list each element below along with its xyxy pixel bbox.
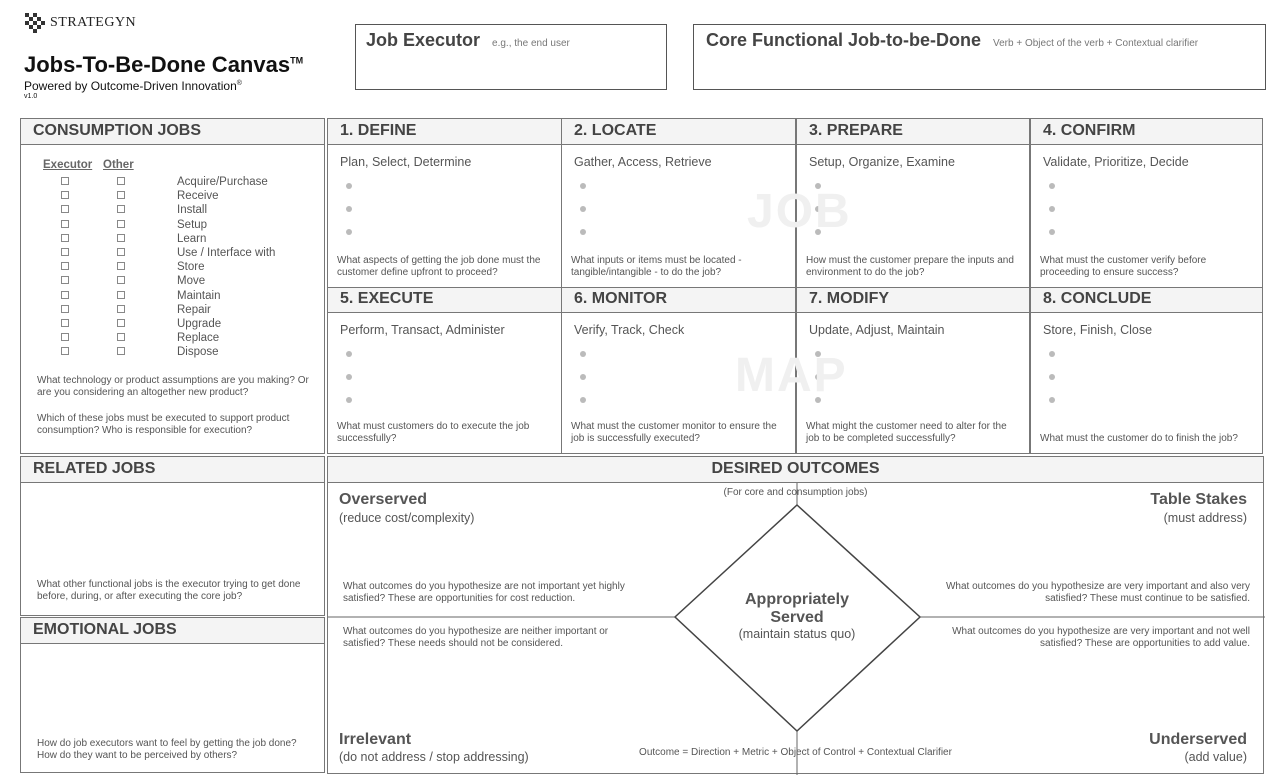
consumption-item-label: Receive: [177, 190, 219, 203]
consumption-item-label: Move: [177, 275, 206, 288]
other-checkbox[interactable]: [117, 291, 125, 299]
other-checkbox[interactable]: [117, 276, 125, 284]
consumption-columns: [43, 159, 275, 359]
watermark-job: JOB: [747, 185, 852, 238]
core-job-title: Core Functional Job-to-be-Done: [706, 30, 981, 50]
bullet-point: [346, 351, 352, 357]
desired-outcomes-panel: [327, 456, 1264, 774]
job-step-question: What must the customer monitor to ensure the job is successfully executed?: [571, 421, 777, 444]
question-overserved: What outcomes do you hypothesize are not important yet highly satisfied? These are opportunities for cost reduction.: [343, 581, 625, 604]
bullet-point: [580, 229, 586, 235]
job-step-title: 7. MODIFY: [797, 287, 1029, 313]
consumption-question-2: Which of these jobs must be executed to support product consumption? Who is responsible for execution?: [37, 413, 290, 436]
executor-checkbox[interactable]: [61, 276, 69, 284]
consumption-item: [43, 203, 275, 217]
other-checkbox[interactable]: [117, 220, 125, 228]
job-step-panel: [1030, 286, 1263, 454]
bullet-point: [1049, 351, 1055, 357]
job-step-title: 8. CONCLUDE: [1031, 287, 1262, 313]
bullet-point: [580, 374, 586, 380]
job-step-bullets: [346, 351, 352, 420]
bullet-point: [346, 229, 352, 235]
bullet-point: [346, 374, 352, 380]
consumption-item: [43, 218, 275, 232]
consumption-item-label: Dispose: [177, 346, 219, 359]
other-checkbox[interactable]: [117, 177, 125, 185]
executor-checkbox[interactable]: [61, 248, 69, 256]
consumption-item-label: Replace: [177, 332, 220, 345]
table-stakes-sub: (must address): [1163, 511, 1247, 525]
bullet-point: [346, 183, 352, 189]
job-executor-title: Job Executor: [366, 30, 481, 50]
job-step-title: 2. LOCATE: [562, 119, 795, 145]
job-map-grid: [327, 118, 1264, 454]
job-step-question: What aspects of getting the job done must the customer define upfront to proceed?: [337, 255, 541, 278]
other-checkbox[interactable]: [117, 191, 125, 199]
version-label: v1.0: [24, 93, 38, 100]
other-checkbox[interactable]: [117, 347, 125, 355]
job-step-verbs: Store, Finish, Close: [1043, 323, 1153, 337]
job-step-verbs: Update, Adjust, Maintain: [809, 323, 945, 337]
bullet-point: [1049, 206, 1055, 212]
consumption-jobs-panel: [20, 118, 325, 454]
bullet-point: [1049, 374, 1055, 380]
bullet-point: [580, 351, 586, 357]
overserved-sub: (reduce cost/complexity): [339, 511, 475, 525]
job-step-panel: [327, 286, 562, 454]
consumption-item-label: Use / Interface with: [177, 247, 276, 260]
strategyn-logo-icon: [24, 12, 46, 34]
job-step-title: 5. EXECUTE: [328, 287, 561, 313]
executor-checkbox[interactable]: [61, 191, 69, 199]
brand-name: STRATEGYN: [50, 15, 137, 30]
executor-checkbox[interactable]: [61, 234, 69, 242]
job-step-bullets: [1049, 183, 1055, 252]
job-step-bullets: [346, 183, 352, 252]
consumption-item: [43, 260, 275, 274]
center-line-1: Appropriately: [744, 591, 849, 608]
bullet-point: [580, 183, 586, 189]
outcome-formula: Outcome = Direction + Metric + Object of Control + Contextual Clarifier: [639, 747, 952, 758]
irrelevant-sub: (do not address / stop addressing): [339, 750, 529, 764]
emotional-jobs-question: How do job executors want to feel by getting the job done? How do they want to be perceived by others?: [37, 738, 297, 761]
job-executor-box[interactable]: [355, 24, 667, 90]
executor-checkbox[interactable]: [61, 291, 69, 299]
consumption-item: [43, 345, 275, 359]
desired-outcomes-title: DESIRED OUTCOMES: [328, 457, 1263, 483]
consumption-item-label: Setup: [177, 218, 208, 231]
bullet-point: [1049, 183, 1055, 189]
executor-checkbox[interactable]: [61, 177, 69, 185]
job-step-question: What must the customer verify before proceeding to ensure success?: [1040, 255, 1207, 278]
consumption-item-label: Install: [177, 204, 208, 217]
job-step-verbs: Setup, Organize, Examine: [809, 155, 955, 169]
outcomes-note: (For core and consumption jobs): [723, 487, 868, 498]
job-step-question: What might the customer need to alter for the job to be completed successfully?: [806, 421, 1007, 444]
brand-logo: [24, 12, 136, 34]
center-line-2: Served: [770, 609, 824, 626]
question-irrelevant: What outcomes do you hypothesize are neither important or satisfied? These needs should not be considered.: [343, 626, 609, 649]
col-executor-header: Executor: [43, 159, 93, 171]
related-jobs-title: RELATED JOBS: [21, 457, 324, 483]
job-step-panel: [327, 118, 562, 288]
consumption-item-label: Learn: [177, 232, 207, 245]
job-step-verbs: Verify, Track, Check: [574, 323, 685, 337]
consumption-item-label: Store: [177, 261, 205, 274]
question-underserved: What outcomes do you hypothesize are very important and not well satisfied? These are opportunities to add value.: [952, 626, 1250, 649]
other-checkbox[interactable]: [117, 319, 125, 327]
consumption-item-label: Repair: [177, 303, 211, 316]
col-other-header: Other: [103, 159, 134, 171]
appropriately-served-label: [697, 591, 897, 641]
consumption-item: [43, 303, 275, 317]
job-step-bullets: [580, 351, 586, 420]
job-step-verbs: Validate, Prioritize, Decide: [1043, 155, 1189, 169]
job-step-title: 4. CONFIRM: [1031, 119, 1262, 145]
executor-checkbox[interactable]: [61, 205, 69, 213]
job-step-verbs: Plan, Select, Determine: [340, 155, 472, 169]
job-step-verbs: Gather, Access, Retrieve: [574, 155, 712, 169]
consumption-item-label: Maintain: [177, 289, 221, 302]
consumption-item: [43, 274, 275, 288]
job-step-title: 1. DEFINE: [328, 119, 561, 145]
other-checkbox[interactable]: [117, 333, 125, 341]
page-title: [24, 52, 303, 78]
job-step-question: What must the customer do to finish the job?: [1040, 433, 1238, 444]
related-jobs-panel: [20, 456, 325, 616]
related-jobs-question: What other functional jobs is the executor trying to get done before, during, or after executing the core job?: [37, 579, 301, 602]
consumption-item: [43, 289, 275, 303]
question-table-stakes: What outcomes do you hypothesize are very important and also very satisfied? These must continue to be satisfied.: [945, 581, 1250, 604]
bullet-point: [1049, 229, 1055, 235]
job-step-verbs: Perform, Transact, Administer: [340, 323, 505, 337]
consumption-question-1: What technology or product assumptions are you making? Or are you considering an altogether new product?: [37, 375, 309, 398]
consumption-item: [43, 232, 275, 246]
bullet-point: [346, 206, 352, 212]
irrelevant-label: Irrelevant: [339, 731, 412, 748]
page-subtitle: [24, 79, 242, 93]
center-sub: (maintain status quo): [738, 627, 856, 641]
consumption-item: [43, 175, 275, 189]
page-title-text: Jobs-To-Be-Done Canvas: [24, 52, 291, 77]
watermark-map: MAP: [735, 349, 848, 402]
executor-checkbox[interactable]: [61, 333, 69, 341]
consumption-item: [43, 189, 275, 203]
consumption-item-label: Upgrade: [177, 317, 222, 330]
trademark-mark: TM: [290, 55, 304, 66]
executor-checkbox[interactable]: [61, 262, 69, 270]
job-step-title: 3. PREPARE: [797, 119, 1029, 145]
underserved-label: Underserved: [1149, 731, 1247, 748]
page-subtitle-text: Powered by Outcome-Driven Innovation: [24, 79, 237, 93]
job-step-bullets: [1049, 351, 1055, 420]
registered-mark: ®: [236, 80, 242, 87]
consumption-item: [43, 317, 275, 331]
consumption-jobs-title: CONSUMPTION JOBS: [21, 119, 324, 145]
consumption-item: [43, 246, 275, 260]
bullet-point: [580, 206, 586, 212]
consumption-item-label: Acquire/Purchase: [177, 176, 268, 189]
bullet-point: [1049, 397, 1055, 403]
other-checkbox[interactable]: [117, 234, 125, 242]
job-step-title: 6. MONITOR: [562, 287, 795, 313]
executor-checkbox[interactable]: [61, 305, 69, 313]
other-checkbox[interactable]: [117, 248, 125, 256]
other-checkbox[interactable]: [117, 305, 125, 313]
job-step-panel: [1030, 118, 1263, 288]
other-checkbox[interactable]: [117, 205, 125, 213]
emotional-jobs-panel: [20, 617, 325, 773]
job-step-question: What inputs or items must be located - tangible/intangible - to do the job?: [571, 255, 742, 278]
job-executor-hint: e.g., the end user: [492, 38, 570, 49]
executor-checkbox[interactable]: [61, 319, 69, 327]
consumption-item: [43, 331, 275, 345]
overserved-label: Overserved: [339, 491, 428, 508]
emotional-jobs-title: EMOTIONAL JOBS: [21, 618, 324, 644]
consumption-list: [43, 175, 275, 359]
other-checkbox[interactable]: [117, 262, 125, 270]
table-stakes-label: Table Stakes: [1150, 491, 1247, 508]
underserved-sub: (add value): [1184, 750, 1247, 764]
executor-checkbox[interactable]: [61, 347, 69, 355]
executor-checkbox[interactable]: [61, 220, 69, 228]
core-job-hint: Verb + Object of the verb + Contextual clarifier: [992, 38, 1199, 49]
job-step-question: What must customers do to execute the job successfully?: [337, 421, 530, 444]
job-step-bullets: [580, 183, 586, 252]
bullet-point: [580, 397, 586, 403]
bullet-point: [346, 397, 352, 403]
core-job-box[interactable]: [693, 24, 1266, 90]
job-step-question: How must the customer prepare the inputs and environment to do the job?: [806, 255, 1014, 278]
